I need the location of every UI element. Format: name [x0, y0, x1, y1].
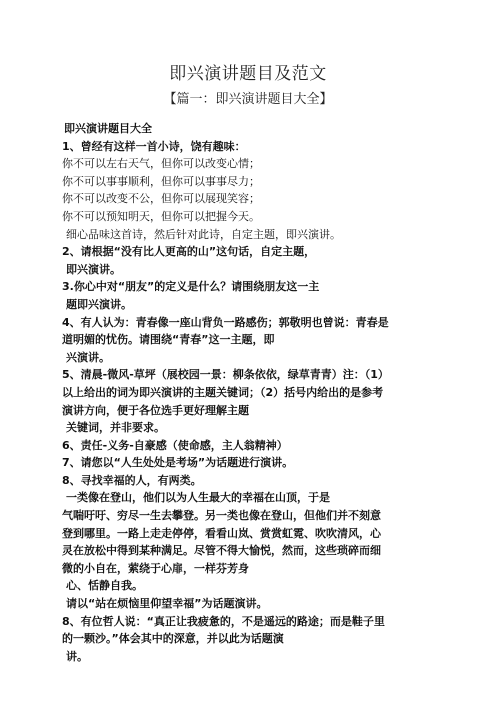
body-line: 请以“站在烦恼里仰望幸福”为话题演讲。: [66, 597, 268, 611]
body-line: 讲。: [66, 649, 88, 663]
document-title: 即兴演讲题目及范文: [169, 64, 327, 84]
body-line: 你不可以改变不公，但你可以展现笑容；: [62, 192, 260, 206]
body-line: 的一颗沙。”体会其中的深意，并以此为话题演: [62, 632, 284, 646]
body-line: 以上给出的词为即兴演讲的主题关键词；（2）括号内给出的是参考: [62, 385, 384, 399]
body-line: 即兴演讲。: [66, 262, 121, 276]
body-line: 一类像在登山，他们以为人生最大的幸福在山顶，于是: [66, 491, 330, 505]
document-subtitle: 【篇一：即兴演讲题目大全】: [163, 92, 333, 107]
body-line: 6、责任-义务-自豪感（使命感，主人翁精神）: [62, 438, 288, 452]
body-line: 兴演讲。: [66, 350, 110, 364]
body-line: 你不可以左右天气，但你可以改变心情；: [62, 157, 260, 171]
body-line: 即兴演讲题目大全: [64, 122, 152, 135]
body-line: 7、请您以“人生处处是考场”为话题进行演讲。: [62, 456, 294, 470]
body-line: 你不可以事事顺利，但你可以事事尽力；: [62, 174, 260, 188]
body-line: 8、寻找幸福的人，有两类。: [62, 473, 202, 487]
body-line: 心、恬静自我。: [66, 579, 143, 593]
body-line: 2、请根据“没有比人更高的山”这句话，自定主题，: [62, 245, 316, 259]
body-line: 5、清晨-微风-草坪（展校园一景：柳条依依，绿草青青）注：（1）: [62, 368, 389, 382]
body-line: 4、有人认为：青春像一座山背负一路感伤；郭敬明也曾说：青春是: [62, 315, 389, 329]
body-line: 道明媚的忧伤。请围绕“青春”这一主题，即: [62, 333, 275, 347]
body-line: 细心品味这首诗，然后针对此诗，自定主题，即兴演讲。: [66, 227, 341, 241]
body-line: 灵在放松中得到某种满足。尽管不得大愉悦，然而，这些琐碎而细: [62, 544, 381, 558]
body-line: 微的小自在，萦绕于心扉，一样芬芳身: [62, 561, 249, 575]
body-line: 演讲方向，便于各位选手更好理解主题: [62, 403, 249, 417]
body-line: 关键词，并非要求。: [66, 421, 165, 435]
body-line: 1、曾经有这样一首小诗，饶有趣味：: [62, 139, 246, 153]
body-line: 登到哪里。一路上走走停停，看看山岚、赏赏虹霓、吹吹清风，心: [62, 526, 381, 540]
body-line: 8、有位哲人说：“真正让我疲惫的，不是遥远的路途；而是鞋子里: [62, 614, 385, 628]
document-body: [62, 120, 448, 665]
body-line: 3.你心中对“朋友”的定义是什么？请围绕朋友这一主: [62, 280, 320, 294]
body-line: 你不可以预知明天，但你可以把握今天。: [62, 209, 260, 223]
body-line: 气喘吁吁、穷尽一生去攀登。另一类也像在登山，但他们并不刻意: [62, 509, 381, 523]
body-line: 题即兴演讲。: [66, 297, 132, 311]
